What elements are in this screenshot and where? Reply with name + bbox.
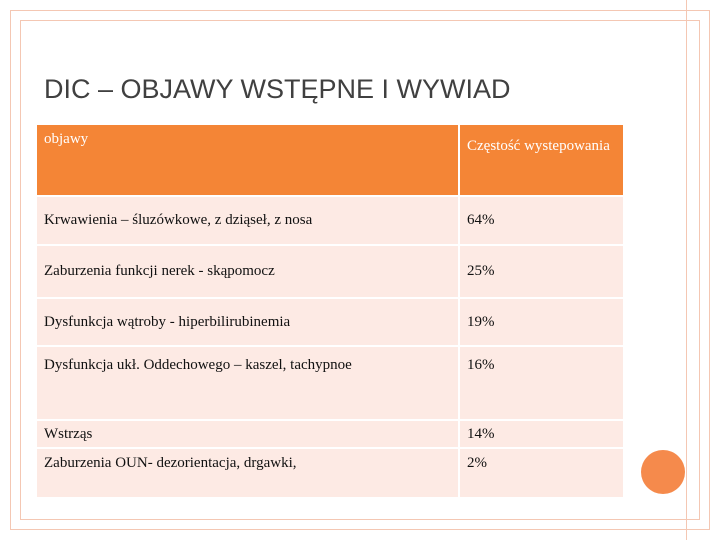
- symptom-text: Zaburzenia OUN- dezorientacja, drgawki,: [44, 455, 297, 471]
- accent-circle-decoration: [641, 450, 685, 494]
- frequency-text: 2%: [467, 455, 487, 471]
- frequency-text: 16%: [467, 357, 495, 373]
- frequency-text: 19%: [467, 313, 495, 330]
- table-row: [36, 448, 624, 498]
- symptom-cell: [36, 196, 459, 245]
- symptom-text: Krwawienia – śluzówkowe, z dziąseł, z nosa: [44, 212, 313, 228]
- frequency-cell: [459, 346, 624, 420]
- table-header-row: [36, 124, 624, 196]
- symptom-cell: [36, 448, 459, 498]
- frequency-cell: [459, 448, 624, 498]
- frequency-cell: [459, 196, 624, 245]
- decorative-line: [686, 0, 687, 540]
- symptom-text: Zaburzenia funkcji nerek - skąpomocz: [44, 263, 275, 279]
- frequency-text: 14%: [467, 425, 495, 442]
- frequency-cell: [459, 420, 624, 448]
- header-frequency: Częstość wystepowania: [459, 124, 624, 196]
- frequency-cell: [459, 245, 624, 298]
- table-row: [36, 346, 624, 420]
- symptom-text: Dysfunkcja wątroby - hiperbilirubinemia: [44, 313, 291, 330]
- table-row: [36, 420, 624, 448]
- symptom-text: Dysfunkcja ukł. Oddechowego – kaszel, tachypnoe: [44, 357, 352, 373]
- frequency-text: 25%: [467, 263, 495, 279]
- symptoms-table: [36, 124, 624, 498]
- header-symptoms: objawy: [36, 124, 459, 196]
- slide-title: DIC – OBJAWY WSTĘPNE I WYWIAD: [44, 74, 511, 104]
- symptom-cell: [36, 420, 459, 448]
- table-row: [36, 196, 624, 245]
- symptom-cell: [36, 346, 459, 420]
- frequency-cell: [459, 298, 624, 346]
- frequency-text: 64%: [467, 212, 495, 228]
- table-row: [36, 298, 624, 346]
- symptom-cell: [36, 298, 459, 346]
- symptom-text: Wstrząs: [44, 425, 93, 442]
- table-row: [36, 245, 624, 298]
- symptom-cell: [36, 245, 459, 298]
